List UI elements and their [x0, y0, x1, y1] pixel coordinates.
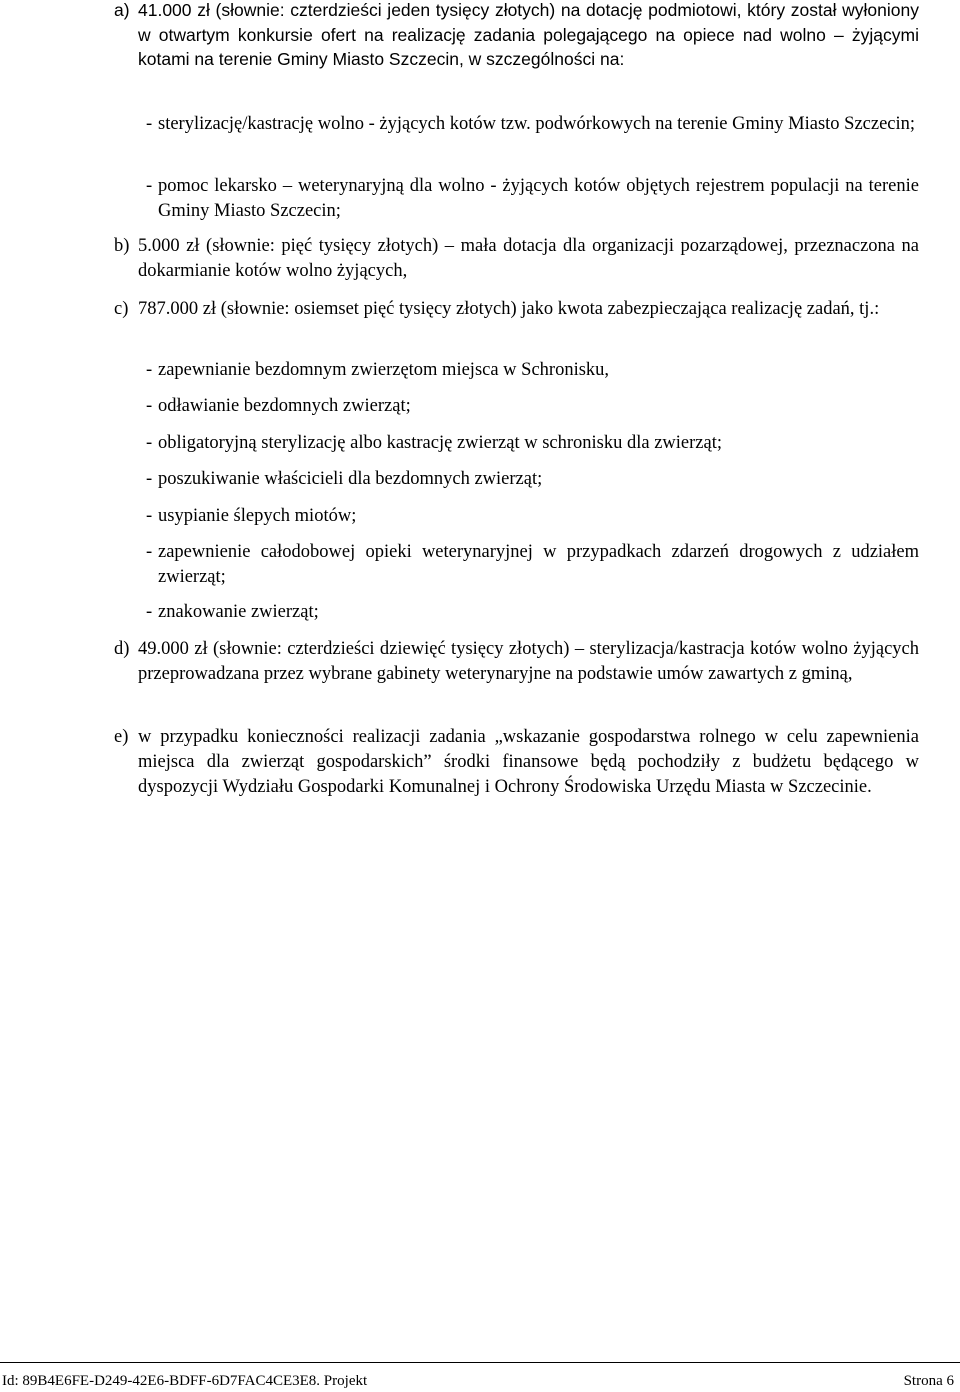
subitem-text: sterylizację/kastrację wolno - żyjących kotów tzw. podwórkowych na terenie Gminy Miasto Szczecin; [158, 114, 916, 134]
subitem [146, 600, 919, 625]
dash: - [146, 433, 153, 453]
dash: - [146, 469, 153, 489]
dash: - [146, 506, 153, 526]
list-item-e [114, 725, 919, 800]
dash: - [146, 176, 153, 196]
subitem-text: zapewnianie bezdomnym zwierzętom miejsca w Schronisku, [158, 360, 610, 380]
subitem-text: obligatoryjną sterylizację albo kastrację zwierząt w schronisku dla zwierząt; [158, 433, 723, 453]
subitem [146, 540, 919, 590]
subitem [146, 467, 919, 492]
item-text: 5.000 zł (słownie: pięć tysięcy złotych) – mała dotacja dla organizacji pozarządowej, przeznaczona na dokarmianie kotów wolno żyjących, [138, 236, 919, 281]
document-id: Id: 89B4E6FE-D249-42E6-BDFF-6D7FAC4CE3E8. Projekt [2, 1373, 368, 1389]
list-item-d [114, 637, 919, 687]
page-footer [0, 1362, 960, 1392]
subitem-text: odławianie bezdomnych zwierząt; [158, 396, 411, 416]
subitem-text: zapewnienie całodobowej opieki weterynaryjnej w przypadkach zdarzeń drogowych z udziałem zwierząt; [158, 542, 919, 587]
subitem-text: usypianie ślepych miotów; [158, 506, 357, 526]
item-label: c) [114, 299, 129, 319]
item-text: 787.000 zł (słownie: osiemset pięć tysięcy złotych) jako kwota zabezpieczająca realizację zadań, tj.: [138, 299, 880, 319]
subitem-text: pomoc lekarsko – weterynaryjną dla wolno - żyjących kotów objętych rejestrem populacji na terenie Gminy Miasto Szczecin; [158, 176, 919, 221]
item-text: 41.000 zł (słownie: czterdzieści jeden tysięcy złotych) na dotację podmiotowi, który został wyłoniony w otwartym konkursie ofert na realizację zadania polegającego na opiece nad wolno – żyjącymi kotami na terenie Gminy Miasto Szczecin, w szczególności na: [138, 0, 919, 69]
subitem [146, 174, 919, 224]
subitem-text: znakowanie zwierząt; [158, 602, 319, 622]
item-text: 49.000 zł (słownie: czterdzieści dziewięć tysięcy złotych) – sterylizacja/kastracja kotów wolno żyjących przeprowadzana przez wybrane gabinety weterynaryjne na podstawie umów zawartych z gminą, [138, 639, 919, 684]
subitem [146, 431, 919, 456]
item-label: b) [114, 236, 130, 256]
item-text: w przypadku konieczności realizacji zadania „wskazanie gospodarstwa rolnego w celu zapewnienia miejsca dla zwierząt gospodarskich” środki finansowe będą pochodziły z budżetu będącego w dyspozycji Wydziału Gospodarki Komunalnej i Ochrony Środowiska Urzędu Miasta w Szczecinie. [138, 727, 919, 797]
item-label: d) [114, 639, 130, 659]
dash: - [146, 360, 153, 380]
dash: - [146, 396, 153, 416]
item-label: a) [114, 0, 130, 20]
dash: - [146, 602, 153, 622]
subitem [146, 112, 919, 137]
page-number: Strona 6 [903, 1373, 954, 1389]
list-item-c [114, 297, 919, 322]
subitem [146, 504, 919, 529]
item-label: e) [114, 727, 129, 747]
subitem [146, 358, 919, 383]
list-item-a [114, 0, 919, 72]
dash: - [146, 542, 153, 562]
subitem-text: poszukiwanie właścicieli dla bezdomnych zwierząt; [158, 469, 543, 489]
subitem [146, 394, 919, 419]
dash: - [146, 114, 153, 134]
list-item-b [114, 234, 919, 284]
